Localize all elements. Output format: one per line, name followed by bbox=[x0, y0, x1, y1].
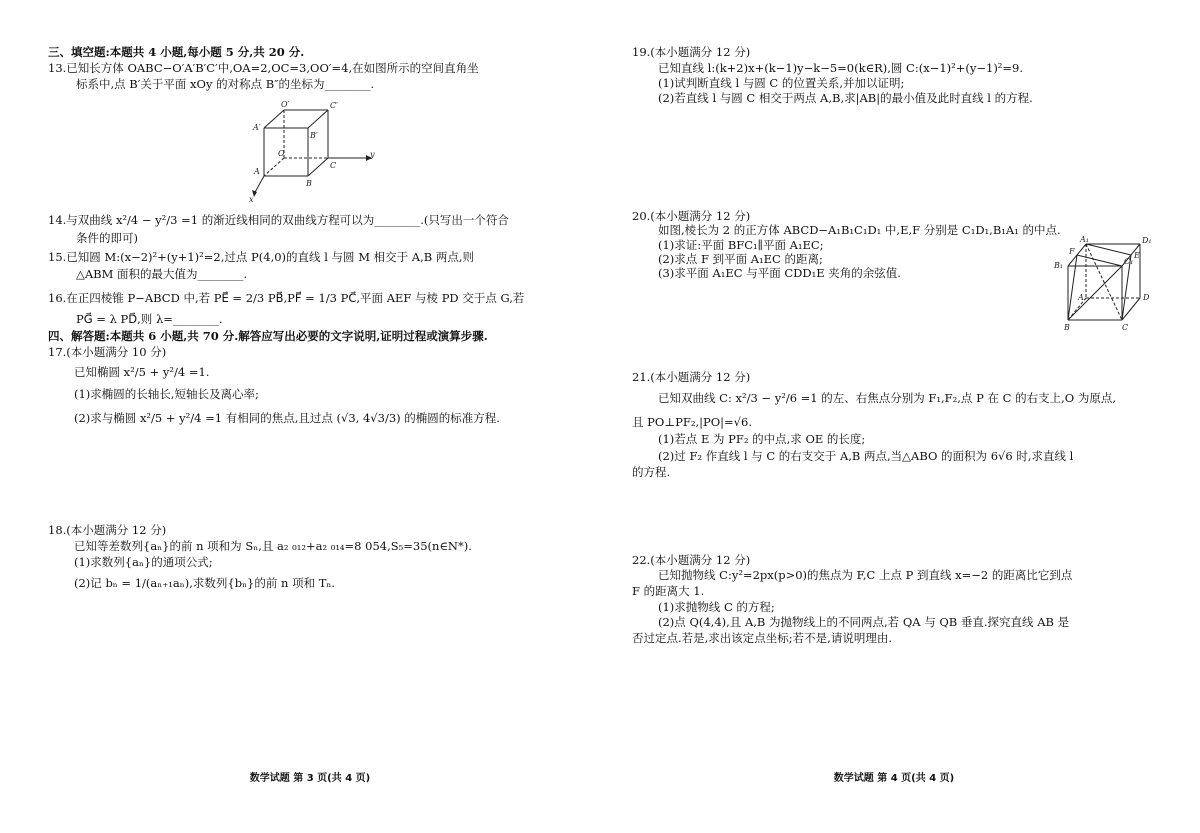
section3-heading: 三、填空题:本题共 4 小题,每小题 5 分,共 20 分. bbox=[48, 45, 305, 59]
label-f: F bbox=[1069, 247, 1075, 256]
label-a1: A₁ bbox=[1080, 235, 1089, 244]
q16-line1: 16.在正四棱锥 P−ABCD 中,若 PE⃗ = 2/3 PB⃗,PF⃗ = 1/3 PC⃗,平面 AEF 与棱 PD 交于点 G,若 bbox=[48, 291, 525, 305]
label-a-prime: A′ bbox=[253, 123, 261, 132]
q17-part1: (1)求椭圆的长轴长,短轴长及离心率; bbox=[74, 387, 259, 401]
q20-header: 20.(本小题满分 12 分) bbox=[632, 209, 751, 223]
q19-part2: (2)若直线 l 与圆 C 相交于两点 A,B,求|AB|的最小值及此时直线 l 的方程. bbox=[658, 91, 1033, 105]
label-d1: D₁ bbox=[1142, 236, 1152, 245]
q20-stem: 如图,棱长为 2 的正方体 ABCD−A₁B₁C₁D₁ 中,E,F 分别是 C₁D₁,B₁A₁ 的中点. bbox=[658, 223, 1061, 237]
q19-part1: (1)试判断直线 l 与圆 C 的位置关系,并加以证明; bbox=[658, 76, 905, 90]
label-x: x bbox=[249, 195, 254, 202]
q18-header: 18.(本小题满分 12 分) bbox=[48, 523, 167, 537]
q15-line2: △ABM 面积的最大值为________. bbox=[76, 267, 248, 281]
q19-header: 19.(本小题满分 12 分) bbox=[632, 45, 751, 59]
label-c: C bbox=[330, 161, 337, 170]
section4-heading: 四、解答题:本题共 6 小题,共 70 分.解答应写出必要的文字说明,证明过程或演算步骤. bbox=[48, 329, 488, 343]
label-y: y bbox=[370, 150, 375, 159]
label-o: O bbox=[278, 149, 285, 158]
label-b: B bbox=[1064, 323, 1070, 332]
cuboid-figure bbox=[248, 98, 378, 202]
q22-line1: 已知抛物线 C:y²=2px(p>0)的焦点为 F,C 上点 P 到直线 x=−2 的距离比它到点 bbox=[658, 568, 1073, 582]
q19-stem: 已知直线 l:(k+2)x+(k−1)y−k−5=0(k∈R),圆 C:(x−1)²+(y−1)²=9. bbox=[658, 61, 1024, 75]
q13-line2: 标系中,点 B′关于平面 xOy 的对称点 B″的坐标为________. bbox=[76, 77, 375, 91]
q21-line2: 且 PO⊥PF₂,|PO|=√6. bbox=[632, 415, 752, 429]
page-4 bbox=[632, 0, 1156, 833]
label-b: B bbox=[306, 179, 312, 188]
q21-part2-line1: (2)过 F₂ 作直线 l 与 C 的右支交于 A,B 两点,当△ABO 的面积为 6√6 时,求直线 l bbox=[658, 449, 1074, 463]
q18-part1: (1)求数列{aₙ}的通项公式; bbox=[74, 555, 213, 569]
page-footer-4: 数学试题 第 4 页(共 4 页) bbox=[833, 773, 955, 784]
q20-part3: (3)求平面 A₁EC 与平面 CDD₁E 夹角的余弦值. bbox=[658, 266, 901, 280]
q16-line2: PG⃗ = λ PD⃗,则 λ=________. bbox=[76, 312, 223, 326]
q17-part2: (2)求与椭圆 x²/5 + y²/4 =1 有相同的焦点,且过点 (√3, 4√3/3) 的椭圆的标准方程. bbox=[74, 411, 500, 425]
page-footer-3: 数学试题 第 3 页(共 4 页) bbox=[249, 773, 371, 784]
q20-part2: (2)求点 F 到平面 A₁EC 的距离; bbox=[658, 252, 823, 266]
q22-header: 22.(本小题满分 12 分) bbox=[632, 553, 751, 567]
label-c: C bbox=[1122, 323, 1129, 332]
label-c1: C₁ bbox=[1124, 257, 1134, 266]
label-o-prime: O′ bbox=[281, 100, 290, 109]
label-e: E bbox=[1134, 251, 1140, 260]
q20-part1: (1)求证:平面 BFC₁∥平面 A₁EC; bbox=[658, 238, 824, 252]
q22-part1: (1)求抛物线 C 的方程; bbox=[658, 600, 775, 614]
q22-part2-line1: (2)点 Q(4,4),且 A,B 为抛物线上的不同两点,若 QA 与 QB 垂直.探究直线 AB 是 bbox=[658, 615, 1070, 629]
q18-stem: 已知等差数列{aₙ}的前 n 项和为 Sₙ,且 a₂ ₀₁₂+a₂ ₀₁₄=8 054,S₅=35(n∈N*). bbox=[74, 539, 472, 553]
q17-stem: 已知椭圆 x²/5 + y²/4 =1. bbox=[74, 365, 210, 379]
q21-line1: 已知双曲线 C: x²/3 − y²/6 =1 的左、右焦点分别为 F₁,F₂,点 P 在 C 的右支上,O 为原点, bbox=[658, 391, 1116, 405]
label-b-prime: B′ bbox=[310, 131, 318, 140]
page-3 bbox=[48, 0, 572, 833]
q14-line2: 条件的即可) bbox=[76, 231, 138, 245]
q14-line1: 14.与双曲线 x²/4 − y²/3 =1 的渐近线相同的双曲线方程可以为________.(只写出一个符合 bbox=[48, 213, 509, 227]
label-b1: B₁ bbox=[1054, 261, 1064, 270]
label-a: A bbox=[1078, 293, 1084, 302]
q18-part2: (2)记 bₙ = 1/(aₙ₊₁aₙ),求数列{bₙ}的前 n 项和 Tₙ. bbox=[74, 576, 336, 590]
q13-line1: 13.已知长方体 OABC−O′A′B′C′中,OA=2,OC=3,OO′=4,在如图所示的空间直角坐 bbox=[48, 61, 479, 75]
label-d: D bbox=[1143, 293, 1150, 302]
q21-part1: (1)若点 E 为 PF₂ 的中点,求 OE 的长度; bbox=[658, 432, 866, 446]
q17-header: 17.(本小题满分 10 分) bbox=[48, 345, 167, 359]
q22-part2-line2: 否过定点.若是,求出该定点坐标;若不是,请说明理由. bbox=[632, 631, 892, 645]
q22-line2: F 的距离大 1. bbox=[632, 584, 705, 598]
label-a: A bbox=[254, 167, 260, 176]
q21-header: 21.(本小题满分 12 分) bbox=[632, 370, 751, 384]
label-c-prime: C′ bbox=[330, 101, 338, 110]
q15-line1: 15.已知圆 M:(x−2)²+(y+1)²=2,过点 P(4,0)的直线 l 与圆 M 相交于 A,B 两点,则 bbox=[48, 250, 474, 264]
cube-figure bbox=[1044, 234, 1168, 332]
q21-part2-line2: 的方程. bbox=[632, 465, 671, 479]
